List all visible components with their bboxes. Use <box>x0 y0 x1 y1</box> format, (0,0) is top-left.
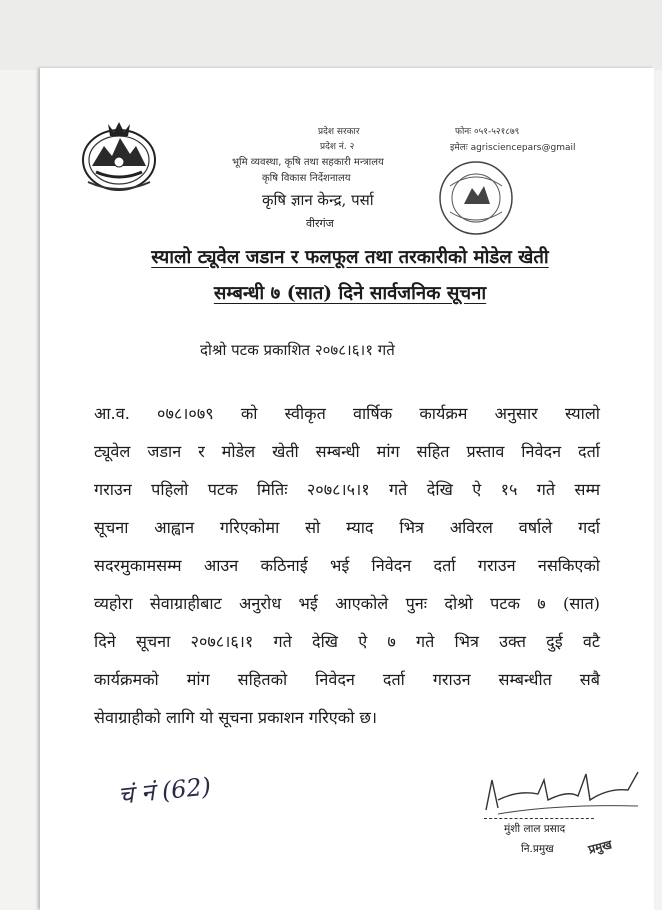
directorate-text: कृषि विकास निर्देशनालय <box>262 173 351 184</box>
body-line-9: सेवाग्राहीको लागि यो सूचना प्रकाशन गरिएको छ। <box>94 708 378 727</box>
office-stamp-icon <box>436 158 516 238</box>
scan-margin-top <box>0 0 662 70</box>
phone-text: फोनः ०५१-५२१८७९ <box>455 127 520 137</box>
handwritten-reference: चं नं (62) <box>116 772 213 810</box>
stamp-fragment: प्रमुख <box>586 837 614 857</box>
signature-line <box>484 818 594 819</box>
body-line-1: आ.व. ०७८।०७९ को स्वीकृत वार्षिक कार्यक्रम अनुसार स्यालो <box>94 404 600 423</box>
nepal-emblem-icon <box>78 116 160 194</box>
province-gov-text: प्रदेश सरकार <box>318 127 360 137</box>
email-text: इमेलः agrisciencepars@gmail <box>450 143 576 153</box>
signatory-designation: नि.प्रमुख <box>521 843 554 855</box>
notice-title-line2: सम्बन्धी ७ (सात) दिने सार्वजनिक सूचना <box>213 283 487 304</box>
office-location: वीरगंज <box>306 217 334 230</box>
body-line-7: दिने सूचना २०७८।६।१ गते देखि ऐ ७ गते भित्र उक्त दुई वटै <box>94 632 600 651</box>
body-line-6: व्यहोरा सेवाग्राहीबाट अनुरोध भई आएकोले पुनः दोश्रो पटक ७ (सात) <box>94 594 600 613</box>
body-line-2: ट्यूवेल जडान र मोडेल खेती सम्बन्धी मांग सहित प्रस्ताव निवेदन दर्ता <box>94 442 600 461</box>
office-name: कृषि ज्ञान केन्द्र, पर्सा <box>262 191 374 209</box>
ministry-text: भूमि व्यवस्था, कृषि तथा सहकारी मन्त्रालय <box>232 157 384 168</box>
body-line-5: सदरमुकामसम्म आउन कठिनाई भई निवेदन दर्ता गराउन नसकिएको <box>94 556 600 575</box>
body-line-8: कार्यक्रमको मांग सहितको निवेदन दर्ता गराउन सम्बन्धीत सबै <box>94 670 600 689</box>
body-line-3: गराउन पहिलो पटक मितिः २०७८।५।१ गते देखि ऐ १५ गते सम्म <box>94 480 600 499</box>
body-line-4: सूचना आह्वान गरिएकोमा सो म्याद भित्र अविरल वर्षाले गर्दा <box>94 518 600 537</box>
province-no-text: प्रदेश नं. २ <box>320 142 355 152</box>
notice-title-line1: स्यालो ट्यूवेल जडान र फलफूल तथा तरकारीको मोडेल खेती <box>151 247 549 268</box>
signatory-name: मुंशी लाल प्रसाद <box>504 823 566 835</box>
publish-note: दोश्रो पटक प्रकाशित २०७८।६।१ गते <box>200 341 395 359</box>
signature-scribble <box>478 760 648 820</box>
